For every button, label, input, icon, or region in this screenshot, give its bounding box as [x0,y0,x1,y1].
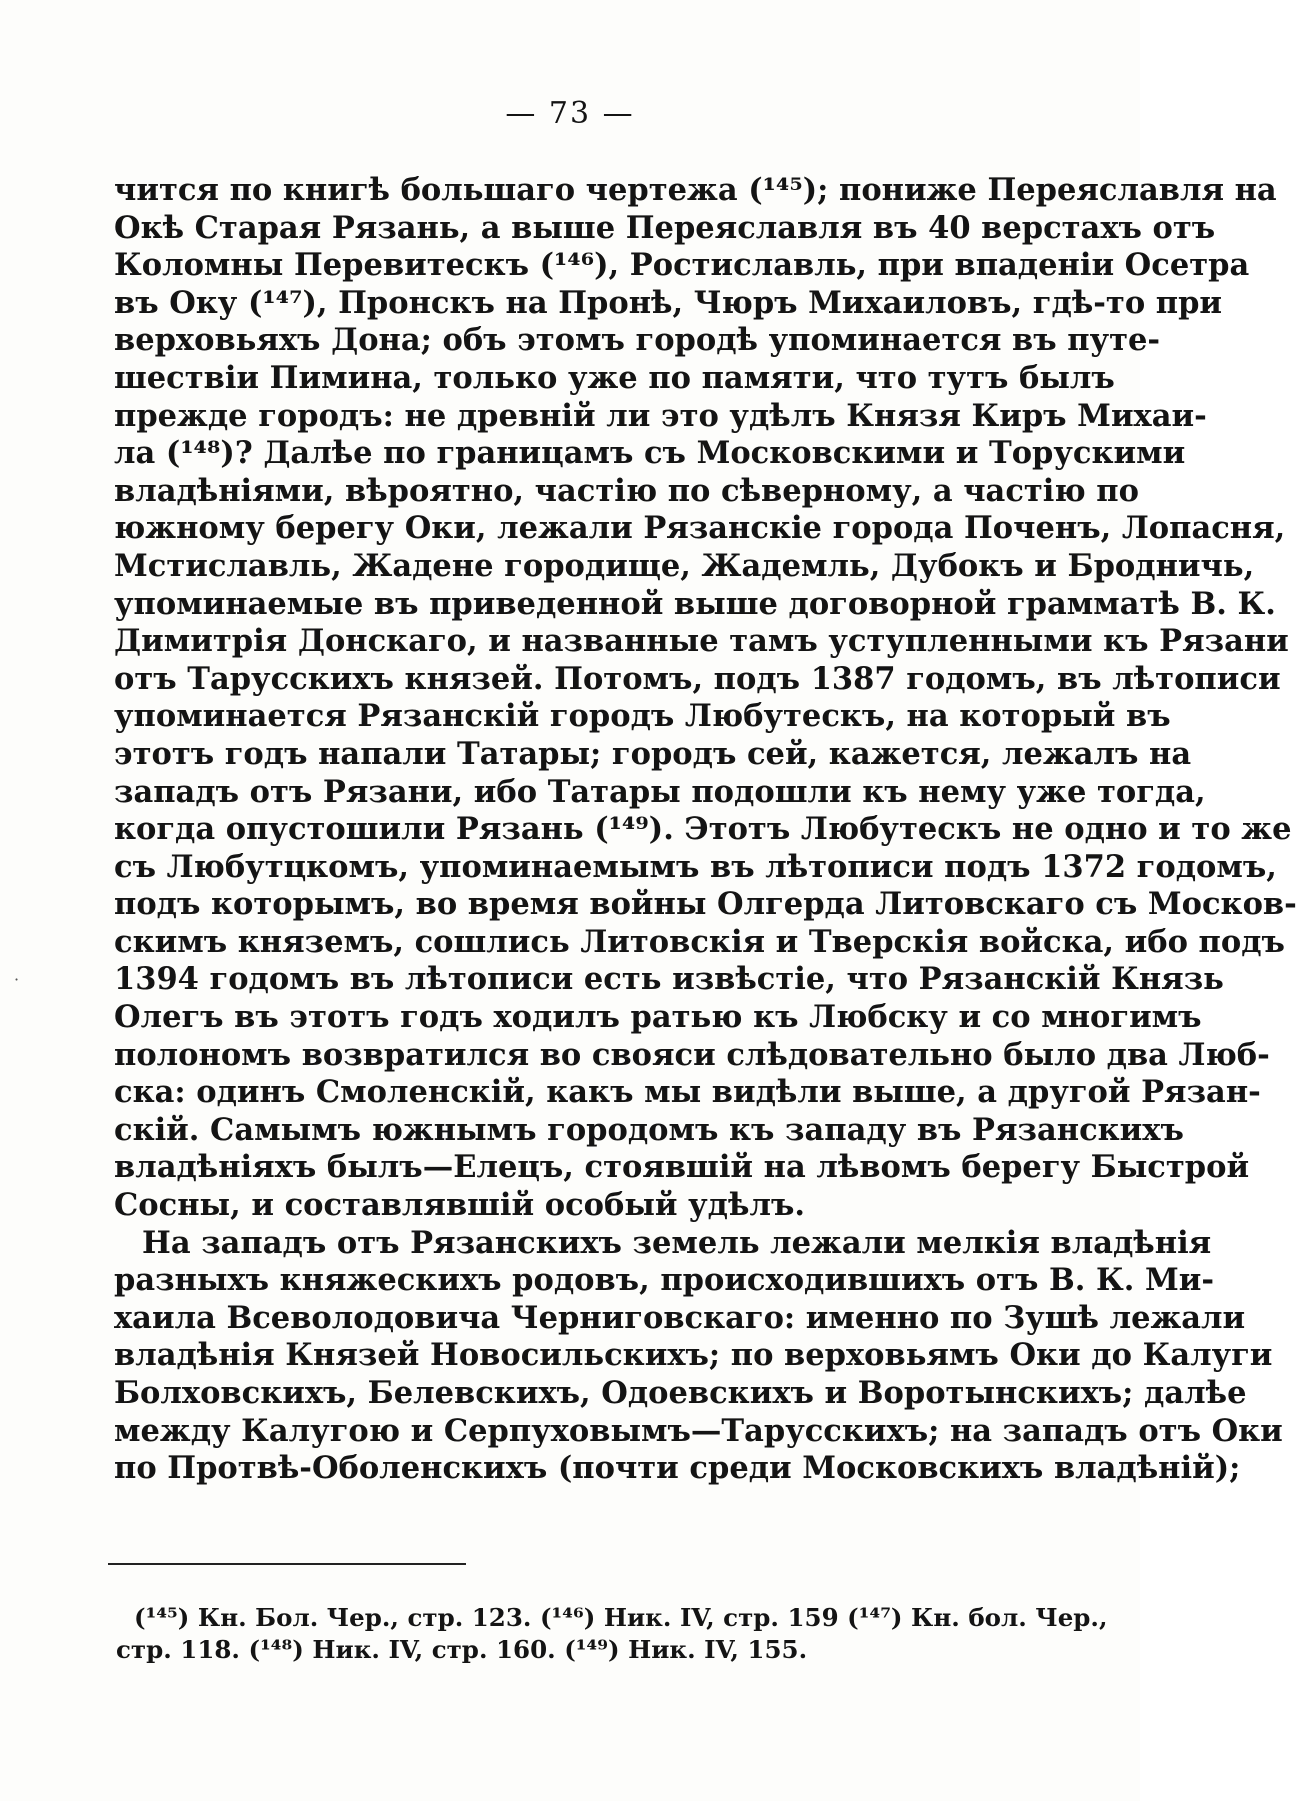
text-line: этотъ годъ напали Татары; городъ сей, кажется, лежалъ на [114,735,1192,772]
page-number: — 73 — [505,96,635,131]
text-line: Коломны Перевитескъ (¹⁴⁶), Ростиславль, при впаденіи Осетра [114,247,1250,284]
paragraph-start-line: На западъ отъ Рязанскихъ земель лежали мелкія владѣнія [142,1224,1212,1261]
text-line: Болховскихъ, Белевскихъ, Одоевскихъ и Воротынскихъ; далѣе [114,1375,1247,1411]
footnotes [116,1602,1108,1666]
text-line: по Протвѣ-Оболенскихъ (почти среди Московскихъ владѣній); [114,1450,1241,1487]
text-line: южному берегу Оки, лежали Рязанскіе города Поченъ, Лопасня, [114,510,1286,547]
text-line: полономъ возвратился во свояси слѣдовательно было два Люб- [114,1036,1270,1073]
text-line: хаила Всеволодовича Черниговскаго: именно по Зушѣ лежали [114,1299,1246,1336]
text-line: владѣніяхъ былъ—Елецъ, стоявшій на лѣвомъ берегу Быстрой [114,1149,1250,1186]
text-line: чится по книгѣ большаго чертежа (¹⁴⁵); пониже Переяславля на [114,172,1277,208]
text-line: 1394 годомъ въ лѣтописи есть извѣстіе, что Рязанскій Князь [114,961,1224,998]
text-line: шествіи Пимина, только уже по памяти, что тутъ былъ [114,359,1115,396]
text-line: ска: одинъ Смоленскій, какъ мы видѣли выше, а другой Рязан- [114,1074,1261,1111]
text-line: верховьяхъ Дона; объ этомъ городѣ упоминается въ путе- [114,322,1161,359]
text-line: съ Любутцкомъ, упоминаемымъ въ лѣтописи подъ 1372 годомъ, [114,848,1277,885]
text-line: Окѣ Старая Рязань, а выше Переяславля въ 40 верстахъ отъ [114,209,1216,246]
text-line: владѣніями, вѣроятно, частію по сѣверному, а частію по [114,472,1139,509]
text-line: разныхъ княжескихъ родовъ, происходившихъ отъ В. К. Ми- [114,1262,1215,1299]
text-line: прежде городъ: не древній ли это удѣлъ Князя Киръ Михаи- [114,397,1207,434]
text-line: западъ отъ Рязани, ибо Татары подошли къ нему уже тогда, [114,773,1206,810]
text-line: скимъ княземъ, сошлись Литовскія и Тверскія войска, ибо подъ [114,923,1285,960]
text-line: упоминаемые въ приведенной выше договорной грамматѣ В. К. [114,585,1276,622]
text-line: Димитрія Донскаго, и названные тамъ уступленными къ Рязани [114,623,1289,660]
footnote-line: (¹⁴⁵) Кн. Бол. Чер., стр. 123. (¹⁴⁶) Ник. IV, стр. 159 (¹⁴⁷) Кн. бол. Чер., [134,1603,1108,1632]
text-line: подъ которымъ, во время войны Олгерда Литовскаго съ Москов- [114,886,1297,923]
text-line: когда опустошили Рязань (¹⁴⁹). Этотъ Любутескъ не одно и то же [114,811,1292,848]
footnote-line: стр. 118. (¹⁴⁸) Ник. IV, стр. 160. (¹⁴⁹) Ник. IV, 155. [116,1635,808,1664]
footnote-divider [108,1563,466,1565]
margin-speck: · [14,970,20,989]
text-line: владѣнія Князей Новосильскихъ; по верховьямъ Оки до Калуги [114,1337,1273,1374]
text-line: Мстиславль, Жадене городище, Жадемль, Дубокъ и Бродничь, [114,547,1255,584]
text-line: въ Оку (¹⁴⁷), Пронскъ на Пронѣ, Чюръ Михаиловъ, гдѣ-то при [114,284,1223,321]
text-line: скій. Самымъ южнымъ городомъ къ западу въ Рязанскихъ [114,1111,1184,1148]
text-line: упоминается Рязанскій городъ Любутескъ, на который въ [114,698,1171,735]
text-line: ла (¹⁴⁸)? Далѣе по границамъ съ Московскими и Торускими [114,435,1186,472]
text-line: отъ Тарусскихъ князей. Потомъ, подъ 1387 годомъ, въ лѣтописи [114,660,1281,697]
text-line: Олегъ въ этотъ годъ ходилъ ратью къ Любску и со многимъ [114,999,1202,1036]
main-text [114,172,1297,1488]
text-line: Сосны, и составлявшій особый удѣлъ. [114,1187,805,1224]
text-line: между Калугою и Серпуховымъ—Тарусскихъ; на западъ отъ Оки [114,1412,1283,1449]
